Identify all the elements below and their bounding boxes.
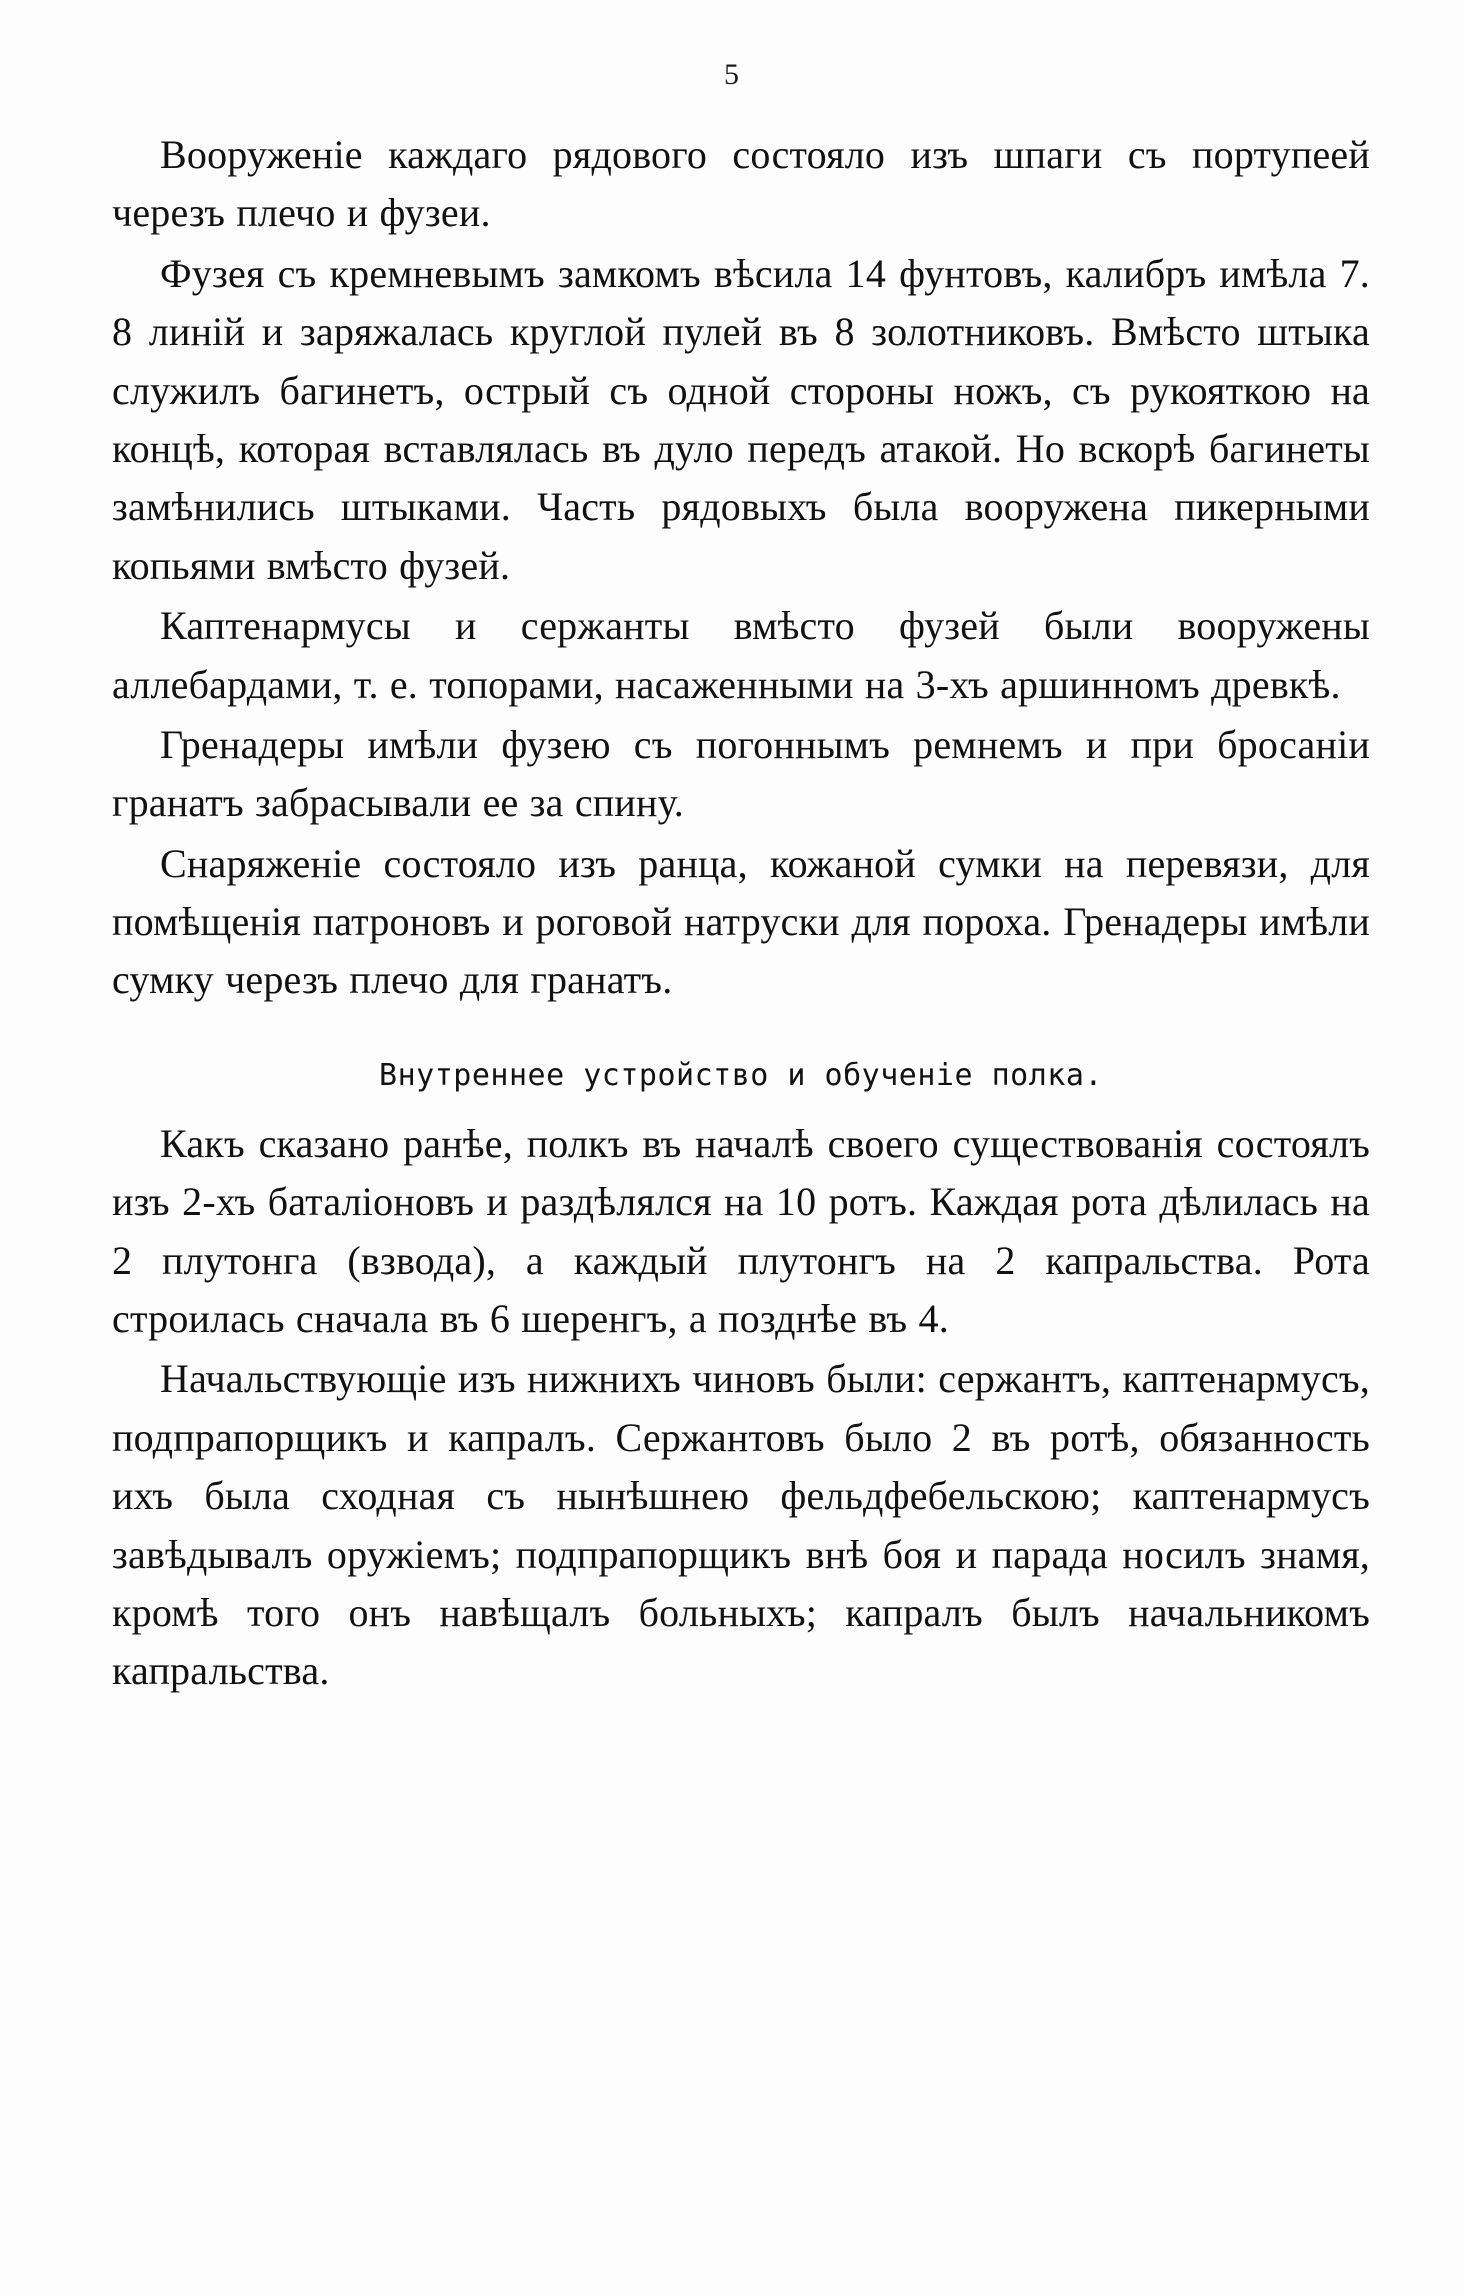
paragraph: Какъ сказано ранѣе, полкъ въ началѣ своего существованiя состоялъ изъ 2-хъ баталiоновъ и раздѣлялся на 10 ротъ. Каждая рота дѣлилась на 2 плутонга (взвода), а каждый плутонгъ на 2 капральства. Рота строилась сначала въ 6 шеренгъ, а позднѣе въ 4. <box>112 1120 1370 1342</box>
paragraph: Фузея съ кремневымъ замкомъ вѣсила 14 фунтовъ, калибръ имѣла 7. 8 линiй и заряжалась круглой пулей въ 8 золотниковъ. Вмѣсто штыка служилъ багинетъ, острый съ одной стороны ножъ, съ рукояткою на концѣ, которая вставлялась въ дуло передъ атакой. Но вскорѣ багинеты замѣнились штыками. Часть рядовыхъ была вооружена пикерными копьями вмѣсто фузей. <box>112 250 1370 588</box>
paragraph: Начальствующiе изъ нижнихъ чиновъ были: сержантъ, каптенармусъ, подпрапорщикъ и капралъ. Сержантовъ было 2 въ ротѣ, обязанность ихъ была сходная съ нынѣшнею фельдфебельскою; каптенармусъ завѣдывалъ оружiемъ; подпрапорщикъ внѣ боя и парада носилъ знамя, кромѣ того онъ навѣщалъ больныхъ; капралъ былъ начальникомъ капральства. <box>112 1356 1370 1694</box>
page-content <box>112 126 1370 1701</box>
paragraph: Снаряженiе состояло изъ ранца, кожаной сумки на перевязи, для помѣщенiя патроновъ и роговой натруски для пороха. Гренадеры имѣли сумку черезъ плечо для гранатъ. <box>112 840 1370 1003</box>
paragraph: Гренадеры имѣли фузею съ погоннымъ ремнемъ и при бросанiи гранатъ забрасывали ее за спину. <box>112 721 1370 826</box>
paragraph: Вооруженiе каждаго рядового состояло изъ шпаги съ портупеей черезъ плечо и фузеи. <box>112 132 1370 236</box>
section-heading: Внутреннее устройство и обученiе полка. <box>379 1057 1103 1093</box>
page-number: 5 <box>724 58 740 91</box>
paragraph: Каптенармусы и сержанты вмѣсто фузей были вооружены аллебардами, т. е. топорами, насаженными на 3-хъ аршинномъ древкѣ. <box>112 603 1370 707</box>
